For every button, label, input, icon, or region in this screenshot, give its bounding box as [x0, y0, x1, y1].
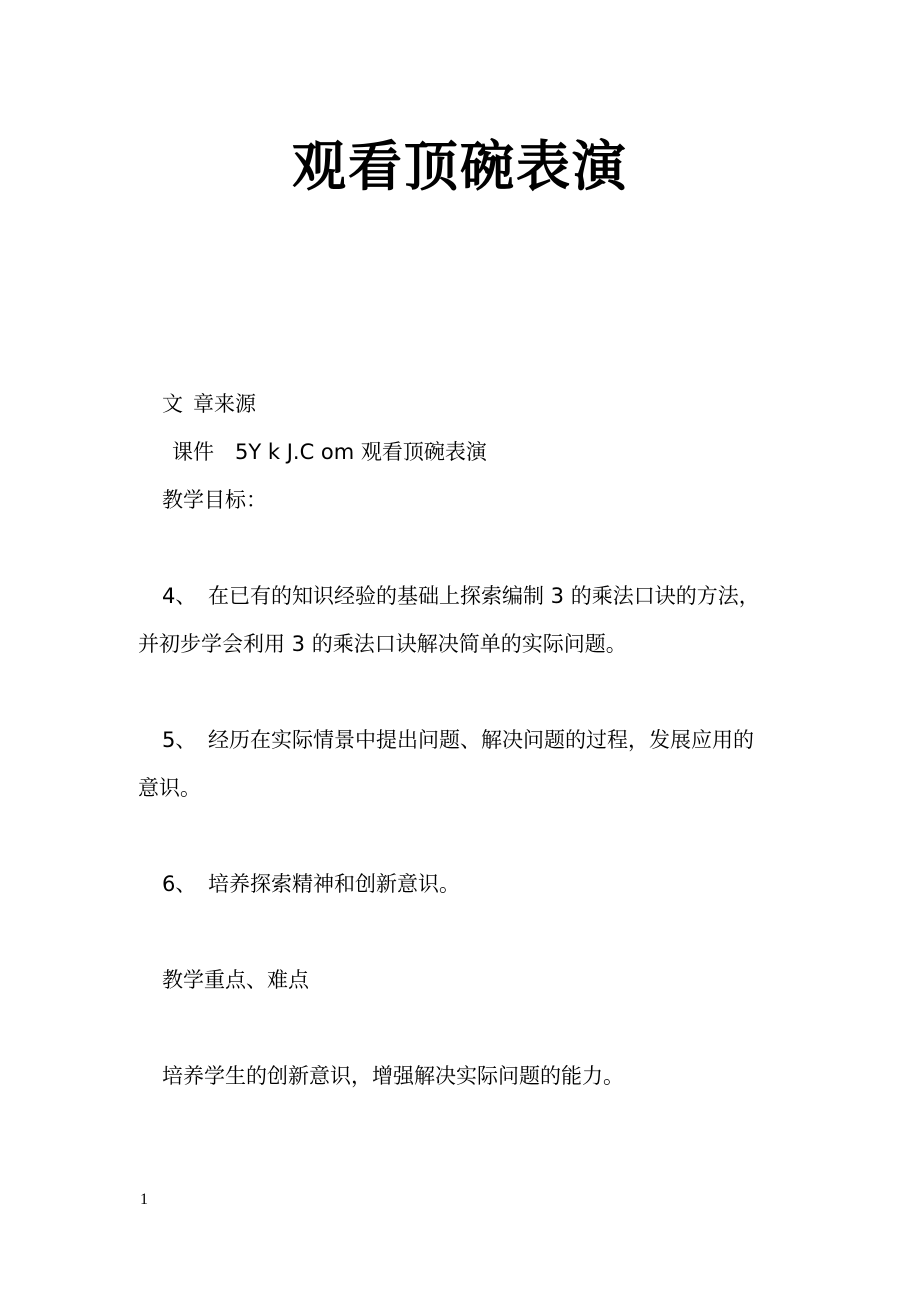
goal-number: 5、 — [162, 728, 197, 752]
document-title: 观看顶碗表演 — [292, 135, 628, 198]
keypoints-heading: 教学重点、难点 — [162, 968, 309, 992]
goal-text: 经历在实际情景中提出问题、解决问题的过程，发展应用的 — [208, 728, 754, 752]
goal-item-4-line1 — [162, 581, 760, 611]
goal-item-4-line2: 并初步学会利用 3 的乘法口诀解决简单的实际问题。 — [138, 632, 627, 656]
source-line — [162, 389, 256, 419]
goal-text: 在已有的知识经验的基础上探索编制 3 的乘法口诀的方法， — [208, 584, 760, 608]
goals-heading: 教学目标： — [162, 488, 267, 512]
keypoints-text: 培养学生的创新意识，增强解决实际问题的能力。 — [162, 1064, 624, 1088]
courseware-line: 课件 5Y k J.C om 观看顶碗表演 — [172, 440, 487, 464]
source-label-b: 章来源 — [193, 392, 256, 416]
goal-text: 培养探索精神和创新意识。 — [208, 872, 460, 896]
goal-item-5-line1 — [162, 725, 754, 755]
goal-item-5-line2: 意识。 — [138, 776, 201, 800]
page-number: 1 — [140, 1191, 148, 1208]
goal-number: 6、 — [162, 872, 197, 896]
goal-number: 4、 — [162, 584, 197, 608]
source-label-a: 文 — [162, 392, 183, 416]
goal-item-6 — [162, 869, 460, 899]
